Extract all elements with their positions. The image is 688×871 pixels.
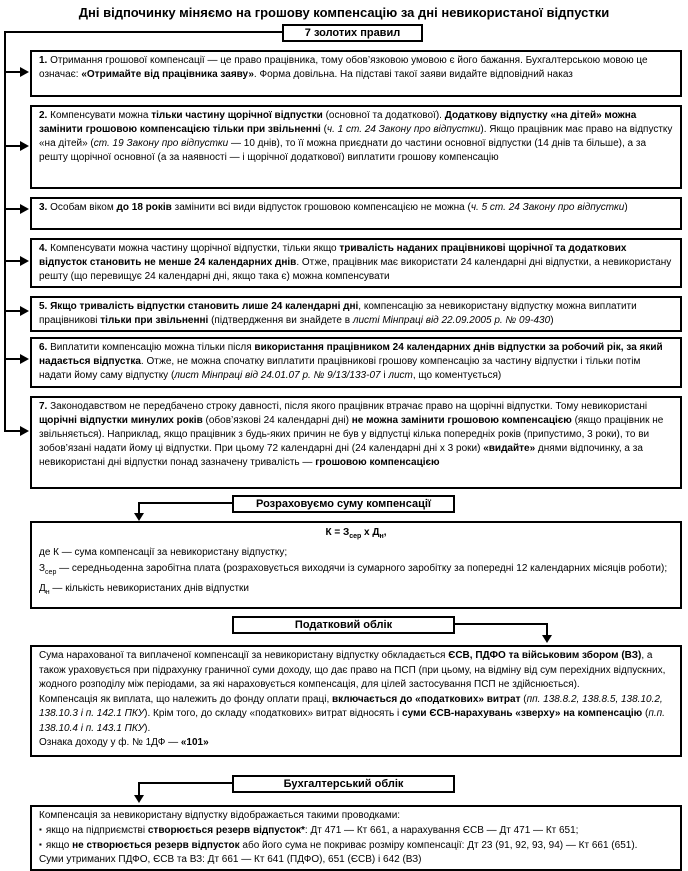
arrow-right-icon [20,306,29,316]
arrow-right-icon [20,256,29,266]
section-header-compensation-label: Розраховуємо суму компенсації [256,498,431,510]
rule-box-2: 2. Компенсувати можна тільки частину щорічної відпустки (основної та додаткової). Додаткову відпустку «на дітей» можна замінити грошовою компенсацією тільки при звільненні (ч. 1 ст. 24 Закону про відпустки). Якщо працівник має право на відпустку «на дітей» (ст. 19 Закону про відпустки — 10 днів), то її можна приєднати до частини основної відпустки (14 днів та більше), а за решту щорічної основної (а за наявності — і щорічної додаткової) виплатити грошову компенсацію [30,105,682,189]
section-header-tax [232,616,455,634]
connector-line [138,782,140,796]
section-header-tax-label: Податковий облік [294,619,393,631]
arrow-down-icon [134,513,144,521]
connector-line [138,782,232,784]
rule-box-3: 3. Особам віком до 18 років замінити всі види відпусток грошовою компенсацією не можна (ч. 5 ст. 24 Закону про відпустки) [30,197,682,230]
compensation-formula-box: $К = З_{сер}$ х $Д_н$, де К — сума компенсації за невикористану відпустку; $З_{сер}$ — середньоденна заробітна плата (розраховується виходячи із сумарного заробітку за попередні 12 календарних місяців роботи); $Д_н$ — кількість невикористаних днів відпустки [30,521,682,609]
connector-line [138,502,232,504]
arrow-right-icon [20,204,29,214]
section-header-accounting [232,775,455,793]
arrow-down-icon [542,635,552,643]
tax-accounting-box: Сума нарахованої та виплаченої компенсації за невикористану відпустку обкладається ЄСВ, ПДФО та військовим збором (ВЗ), а також ураховується при підрахунку граничної суми доходу, що дає право на ПСП (при цьому, на відміну від сум перехідних відпускних, жодного розподілу між періодами, за які нараховується компенсація, для цілей застосування ПСП не здійснюється). Компенсація як виплата, що належить до фонду оплати праці, включається до «податкових» витрат (пп. 138.8.2, 138.8.5, 138.10.2, 138.10.3 і п. 142.1 ПКУ). Крім того, до складу «податкових» витрат відносять і суми ЄСВ-нарахувань «зверху» на компенсацію (п.п. 138.10.4 і п. 143.1 ПКУ). Ознака доходу у ф. № 1ДФ — «101» [30,645,682,757]
golden-rules-label: 7 золотих правил [304,27,401,39]
rule-box-5: 5. Якщо тривалість відпустки становить лише 24 календарні дні, компенсацію за невикористану відпустку можна виплатити працівникові тільки при звільненні (підтвердження ви знайдете в листі Мінпраці від 22.09.2005 р. № 09-430) [30,296,682,332]
page-title: Дні відпочинку міняємо на грошову компенсацію за дні невикористаної відпустки [78,5,610,20]
arrow-right-icon [20,141,29,151]
arrow-right-icon [20,354,29,364]
rule-box-7: 7. Законодавством не передбачено строку давності, після якого працівник втрачає право на щорічні відпустки. Тому невикористані щорічні відпустки минулих років (обов’язкові 24 календарні дні) не можна замінити грошовою компенсацією (якщо працівник не звільняється). Наприклад, якщо працівник з будь-яких причин не був у відпустці кілька попередніх років (припустимо, 3 роки), то ви зобов’язані надати йому ці відпустки. При цьому 72 календарні дні (24 календарні дні х 3 роки) «видайте» днями відпочинку, а за невикористані дні відпустки понад зазначену тривалість — грошовою компенсацією [30,396,682,489]
connector-line [455,623,548,625]
section-header-accounting-label: Бухгалтерський облік [283,778,404,790]
section-header-compensation [232,495,455,513]
arrow-down-icon [134,795,144,803]
rule-box-4: 4. Компенсувати можна частину щорічної відпустки, тільки якщо тривалість наданих працівникові щорічної та додаткових відпусток становить не менше 24 календарних днів. Отже, працівник має використати 24 календарні дні відпустки, а невикористану решту (що перевищує 24 календарні дні, якщо така є) можна компенсувати [30,238,682,288]
rule-box-1: 1. Отримання грошової компенсації — це право працівника, тому обов’язковою умовою є його бажання. Бухгалтерською мовою це означає: «Отримайте від працівника заяву». Форма довільна. На підставі такої заяви видайте відповідний наказ [30,50,682,97]
connector-line [4,31,6,432]
arrow-right-icon [20,67,29,77]
bookkeeping-entries-box: Компенсація за невикористану відпустку відображається такими проводками: ▪ якщо на підприємстві створюється резерв відпусток*: Дт 471 — Кт 661, а нарахування ЄСВ — Дт 471 — Кт 651; ▪ якщо не створюється резерв відпусток або його сума не покриває розміру компенсації: Дт 23 (91, 92, 93, 94) — Кт 661 (651). Суми утриманих ПДФО, ЄСВ та ВЗ: Дт 661 — Кт 641 (ПДФО), 651 (ЄСВ) і 642 (ВЗ) [30,805,682,871]
arrow-right-icon [20,426,29,436]
rule-box-6: 6. Виплатити компенсацію можна тільки після використання працівником 24 календарних днів відпустки за робочий рік, за який надається відпустка. Отже, не можна спочатку виплатити працівникові грошову компенсацію за частину відпустки і тільки потім надати йому саму відпустку (лист Мінпраці від 24.01.07 р. № 9/13/133-07 і лист, що коментується) [30,337,682,388]
connector-line [4,31,284,33]
golden-rules-header [282,24,423,42]
